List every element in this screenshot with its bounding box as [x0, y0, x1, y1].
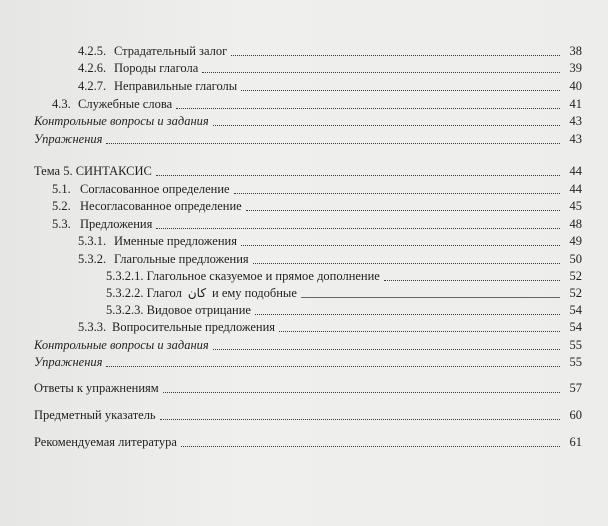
toc-leader	[241, 245, 560, 246]
toc-leader	[176, 108, 560, 109]
toc-leader	[156, 175, 560, 176]
toc-leader	[213, 125, 560, 126]
toc-entry-5-3-3	[78, 317, 582, 335]
toc-title: Предметный указатель	[34, 408, 156, 422]
toc-number: 4.2.7.	[78, 79, 107, 93]
toc-title: Предложения	[80, 217, 153, 231]
toc-page-number: 57	[569, 381, 582, 395]
toc-title: Породы глагола	[114, 61, 199, 75]
toc-leader	[202, 72, 560, 73]
toc-page-number: 41	[569, 97, 582, 111]
toc-title: Упражнения	[34, 132, 103, 146]
toc-title: Вопросительные предложения	[112, 320, 276, 334]
toc-entry-exercises-4	[34, 129, 582, 147]
toc-leader	[301, 297, 560, 298]
toc-entry-control-questions-4	[34, 111, 582, 129]
toc-leader	[156, 228, 560, 229]
toc-title: Неправильные глаголы	[114, 79, 238, 93]
toc-title: Несогласованное определение	[80, 199, 242, 213]
toc-page-number: 54	[569, 320, 582, 334]
toc-leader	[241, 90, 560, 91]
toc-page-number: 43	[569, 114, 582, 128]
toc-entry-5-3-2-1	[106, 266, 582, 284]
toc-title: Именные предложения	[114, 234, 237, 248]
toc-page-number: 54	[569, 303, 582, 317]
toc-page-number: 38	[569, 44, 582, 58]
toc-entry-5-2	[52, 196, 582, 214]
toc-leader	[384, 280, 560, 281]
toc-title-after: и ему подобные	[212, 286, 297, 300]
toc-number: 4.2.6.	[78, 61, 107, 75]
toc-entry-5-3	[52, 214, 582, 232]
toc-page-number: 48	[569, 217, 582, 231]
toc-page-number: 40	[569, 79, 582, 93]
toc-title: 5.3.2.1. Глагольное сказуемое и прямое дополнение	[106, 269, 380, 283]
toc-leader	[231, 55, 560, 56]
toc-entry-exercises-5	[34, 352, 582, 370]
toc-entry-5-1	[52, 179, 582, 197]
toc-page-number: 44	[569, 164, 582, 178]
toc-leader	[234, 193, 560, 194]
toc-leader	[163, 392, 560, 393]
toc-page-number: 52	[569, 286, 582, 300]
toc-title: Служебные слова	[78, 97, 173, 111]
toc-page-number: 52	[569, 269, 582, 283]
toc-entry-topic-5	[34, 161, 582, 179]
toc-title: Рекомендуемая литература	[34, 435, 177, 449]
toc-number: 5.3.3.	[78, 320, 107, 334]
toc-page-number: 55	[569, 338, 582, 352]
toc-leader	[253, 263, 560, 264]
toc-number: 5.1.	[52, 182, 71, 196]
toc-page-number: 44	[569, 182, 582, 196]
toc-entry-5-3-1	[78, 231, 582, 249]
toc-page-number: 43	[569, 132, 582, 146]
toc-number: 5.3.1.	[78, 234, 107, 248]
toc-entry-5-3-2-2	[106, 283, 582, 301]
toc-leader	[160, 419, 560, 420]
toc-page-number: 39	[569, 61, 582, 75]
toc-title: Страдательный залог	[114, 44, 228, 58]
toc-entry-answers	[34, 378, 582, 396]
toc-title: Тема 5. СИНТАКСИС	[34, 164, 152, 178]
toc-leader	[255, 314, 560, 315]
toc-title: Контрольные вопросы и задания	[34, 338, 209, 352]
toc-entry-control-questions-5	[34, 335, 582, 353]
toc-leader	[246, 210, 560, 211]
toc-entry-subject-index	[34, 405, 582, 423]
toc-title: Упражнения	[34, 355, 103, 369]
toc-leader	[106, 366, 560, 367]
toc-entry-4-2-6	[78, 58, 582, 76]
toc-entry-4-2-7	[78, 76, 582, 94]
toc-page-number: 61	[569, 435, 582, 449]
toc-entry-4-2-5	[78, 41, 582, 59]
toc-number: 4.2.5.	[78, 44, 107, 58]
toc-title: Глагольные предложения	[114, 252, 249, 266]
toc-title-arabic: كان	[187, 286, 207, 300]
toc-page-number: 55	[569, 355, 582, 369]
toc-page-number: 49	[569, 234, 582, 248]
toc-page-number: 50	[569, 252, 582, 266]
toc-entry-5-3-2-3	[106, 300, 582, 318]
toc-number: 5.2.	[52, 199, 71, 213]
toc-number: 4.3.	[52, 97, 71, 111]
toc-leader	[181, 446, 560, 447]
toc-title-before: 5.3.2.2. Глагол	[106, 286, 182, 300]
toc-title: Контрольные вопросы и задания	[34, 114, 209, 128]
toc-number: 5.3.	[52, 217, 71, 231]
toc-leader	[213, 349, 560, 350]
toc-title: Ответы к упражнениям	[34, 381, 159, 395]
toc-entry-5-3-2	[78, 249, 582, 267]
toc-leader	[106, 143, 560, 144]
toc-title: Согласованное определение	[80, 182, 230, 196]
toc-title: 5.3.2.3. Видовое отрицание	[106, 303, 251, 317]
toc-entry-recommended-literature	[34, 432, 582, 450]
toc-page-number: 45	[569, 199, 582, 213]
toc-entry-4-3	[52, 94, 582, 112]
toc-page-number: 60	[569, 408, 582, 422]
toc-leader	[279, 331, 560, 332]
toc-number: 5.3.2.	[78, 252, 107, 266]
